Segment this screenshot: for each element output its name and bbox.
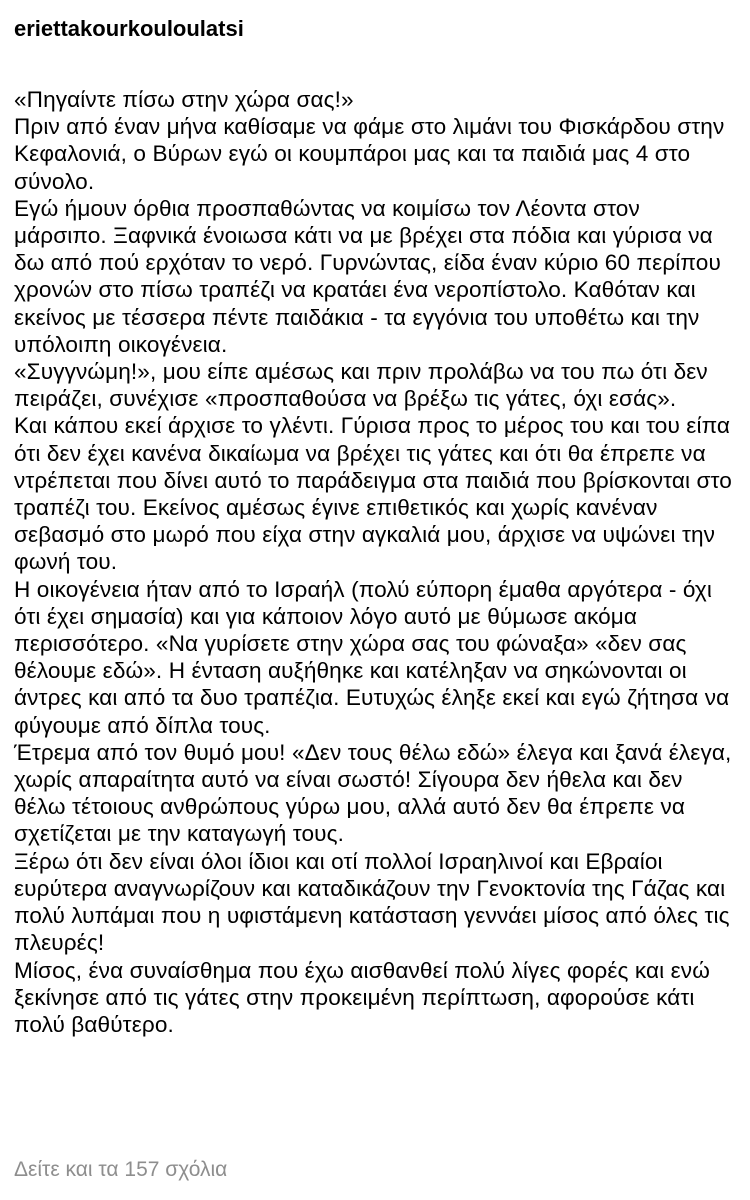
caption-paragraph: Ξέρω ότι δεν είναι όλοι ίδιοι και οτί πολλοί Ισραηλινοί και Εβραίοι ευρύτερα αναγνωρίζουν και καταδικάζουν την Γενοκτονία της Γάζας και πολύ λυπάμαι που η υφιστάμενη κατάσταση γεννάει μίσος από όλες τις πλευρές!: [14, 848, 730, 956]
view-all-comments-link[interactable]: Δείτε και τα 157 σχόλια: [14, 1158, 228, 1181]
caption-paragraph: Πριν από έναν μήνα καθίσαμε να φάμε στο λιμάνι του Φισκάρδου στην Κεφαλονιά, ο Βύρων εγώ οι κουμπάροι μας και τα παιδιά μας 4 στο σύνολο.: [14, 114, 725, 194]
caption-paragraph: Και κάπου εκεί άρχισε το γλέντι. Γύρισα προς το μέρος του και του είπα ότι δεν έχει κανένα δικαίωμα να βρέχει τις γάτες και ότι θα έπρεπε να ντρέπεται που δίνει αυτό το παράδειγμα στα παιδιά που βρίσκονται στο τραπέζι του. Εκείνος αμέσως έγινε επιθετικός και χωρίς κανέναν σεβασμό στο μωρό που είχα στην αγκαλιά μου, άρχισε να υψώνει την φωνή του.: [14, 413, 732, 575]
caption-paragraph: Μίσος, ένα συναίσθημα που έχω αισθανθεί πολύ λίγες φορές και ενώ ξεκίνησε από τις γάτες στην προκειμένη περίπτωση, αφορούσε κάτι πολύ βαθύτερο.: [14, 957, 710, 1037]
caption-paragraph: «Πηγαίντε πίσω στην χώρα σας!»: [14, 87, 354, 112]
caption-paragraph: «Συγγνώμη!», μου είπε αμέσως και πριν προλάβω να του πω ότι δεν πειράζει, συνέχισε «προσπαθούσα να βρέξω τις γάτες, όχι εσάς».: [14, 359, 708, 412]
caption-paragraph: Η οικογένεια ήταν από το Ισραήλ (πολύ εύπορη έμαθα αργότερα - όχι ότι έχει σημασία) και για κάποιον λόγο αυτό με θύμωσε ακόμα περισσότερο. «Να γυρίσετε στην χώρα σας του φώναξα» «δεν σας θέλουμε εδώ». Η ένταση αυξήθηκε και κατέληξαν να σηκώνονται οι άντρες και από τα δυο τραπέζια. Ευτυχώς έληξε εκεί και εγώ ζήτησα να φύγουμε από δίπλα τους.: [14, 576, 730, 738]
post-caption: [14, 86, 736, 1038]
caption-paragraph: Έτρεμα από τον θυμό μου! «Δεν τους θέλω εδώ» έλεγα και ξανά έλεγα, χωρίς απαραίτητα αυτό να είναι σωστό! Σίγουρα δεν ήθελα και δεν θέλω τέτοιους ανθρώπους γύρω μου, αλλά αυτό δεν θα έπρεπε να σχετίζεται με την καταγωγή τους.: [14, 739, 732, 847]
caption-paragraph: Εγώ ήμουν όρθια προσπαθώντας να κοιμίσω τον Λέοντα στον μάρσιπο. Ξαφνικά ένοιωσα κάτι να με βρέχει στα πόδια και γύρισα να δω από πού ερχόταν το νερό. Γυρνώντας, είδα έναν κύριο 60 περίπου χρονών στο πίσω τραπέζι να κρατάει ένα νεροπίστολο. Καθόταν και εκείνος με τέσσερα πέντε παιδάκια - τα εγγόνια του υποθέτω και την υπόλοιπη οικογένεια.: [14, 195, 721, 357]
post-username-link[interactable]: eriettakourkouloulatsi: [14, 16, 244, 41]
